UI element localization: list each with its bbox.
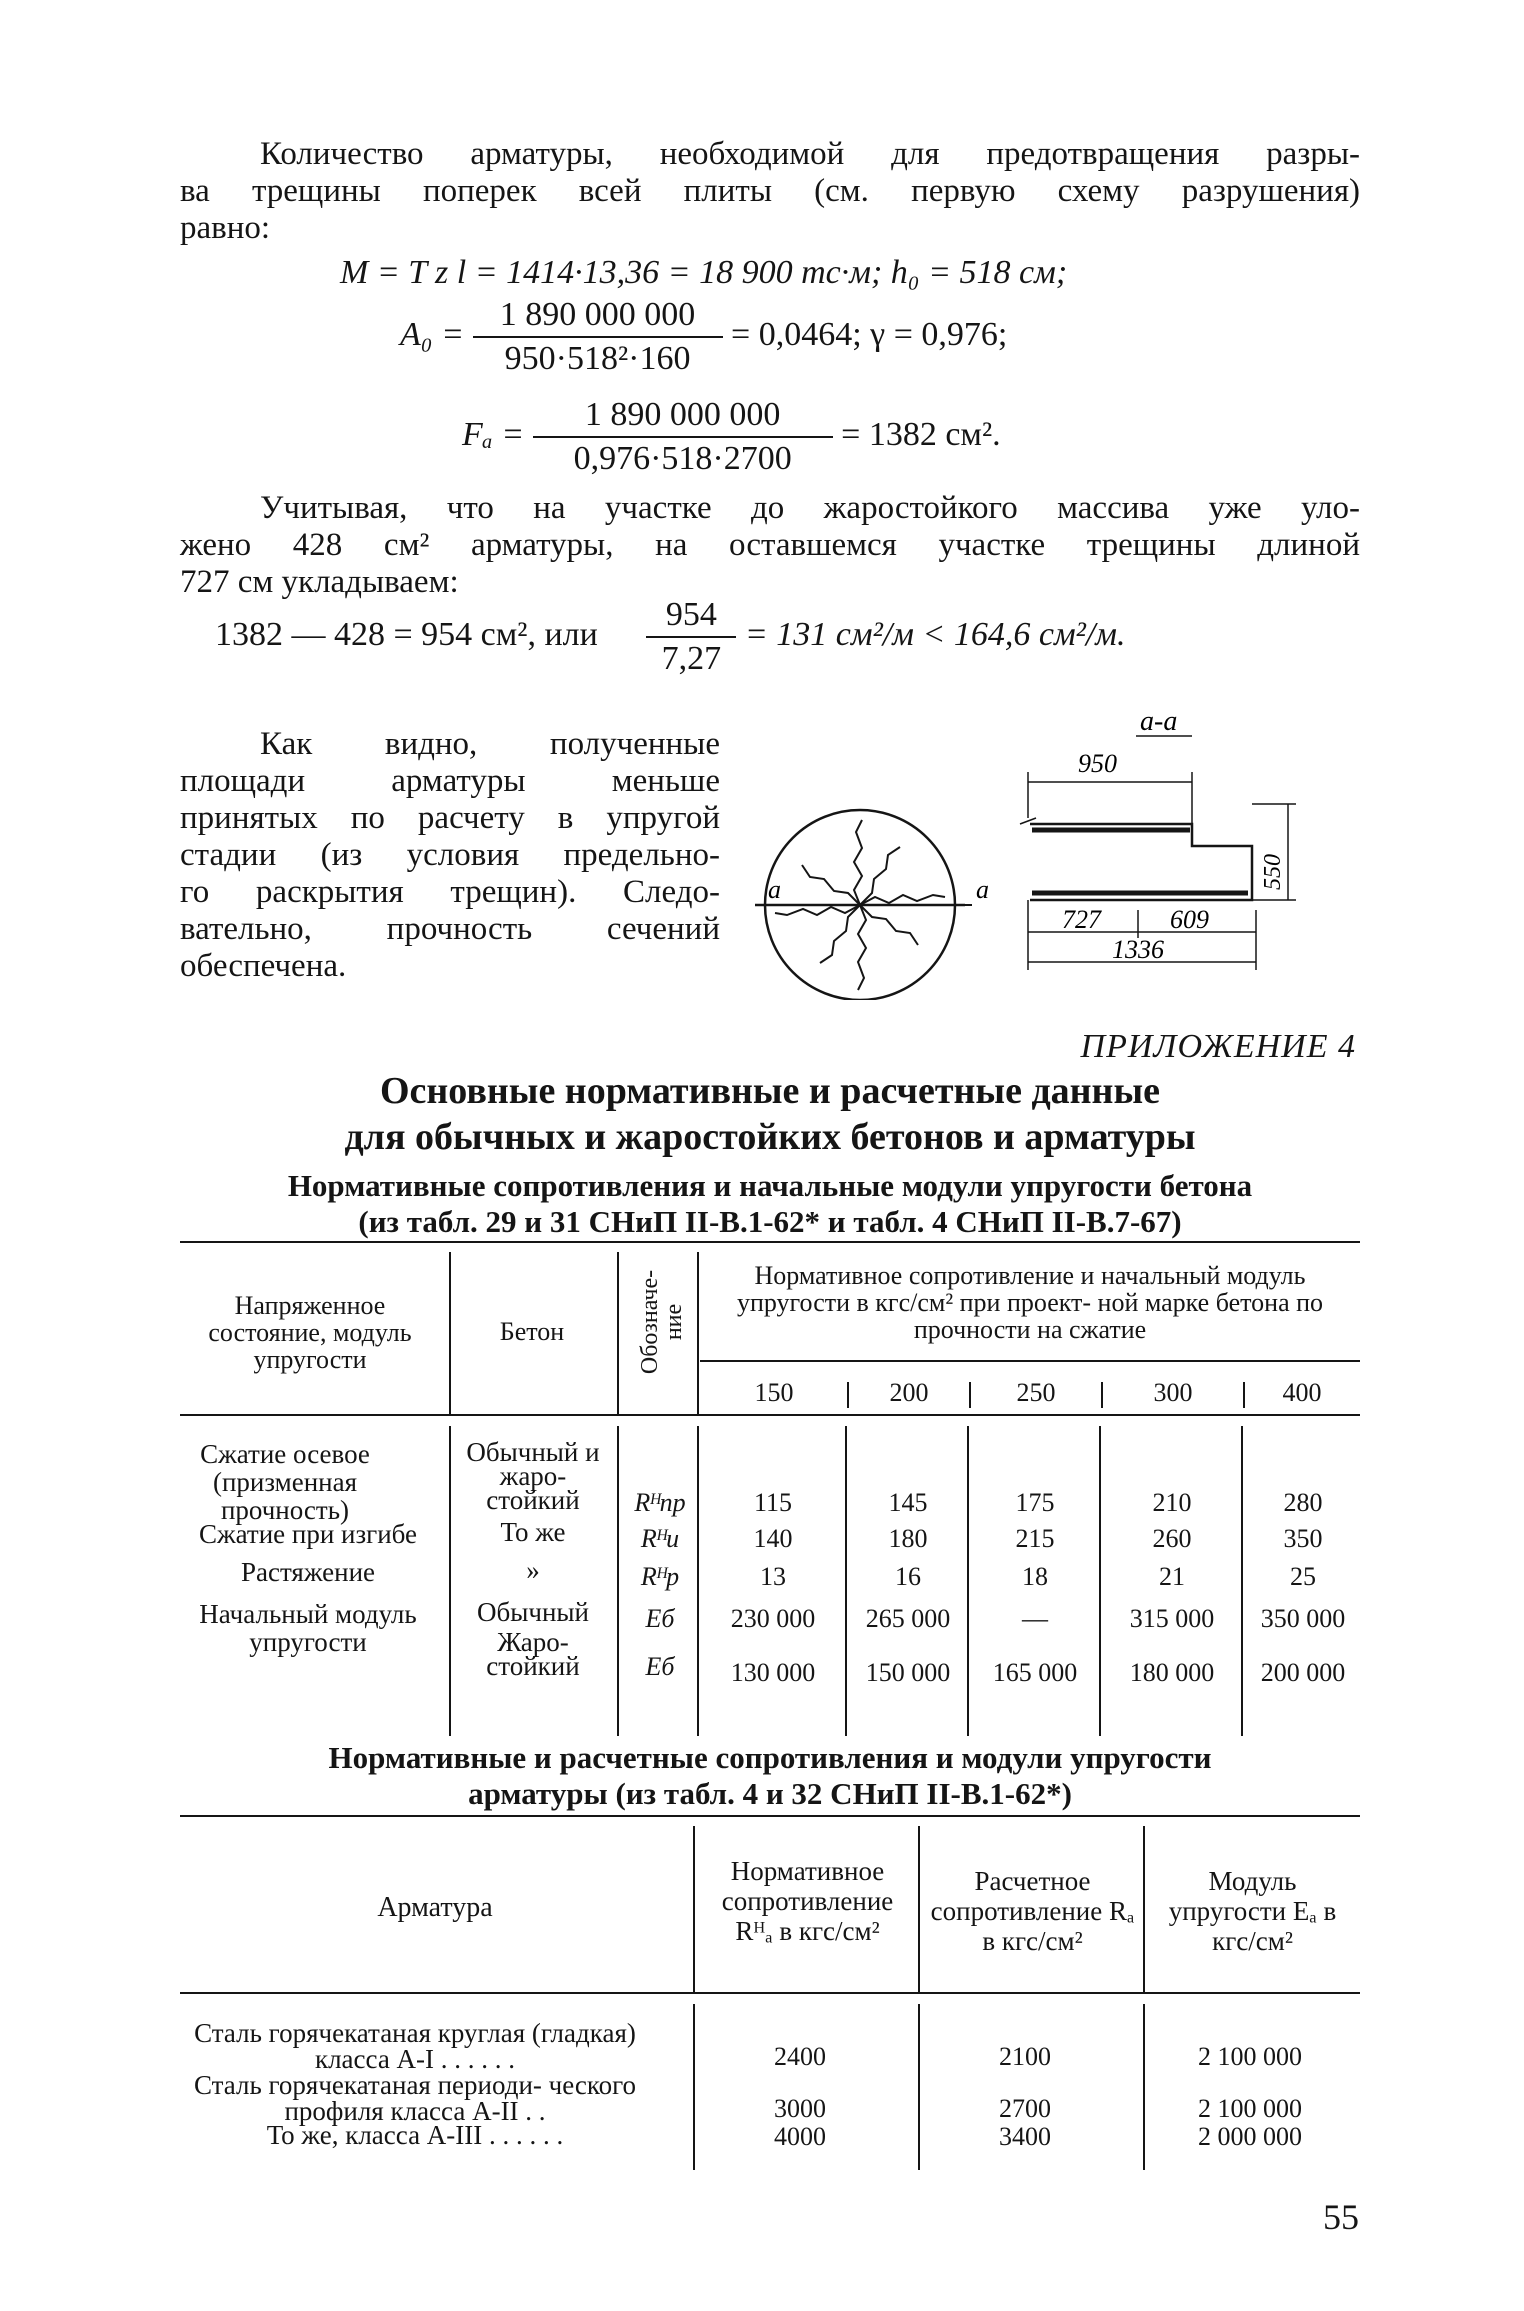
table1-cell-value: 25 [1290,1562,1316,1591]
table1-cell-symbol: Eб [645,1604,675,1633]
appendix-title [180,1068,1360,1160]
formula-fa-rhs: = 1382 см². [841,415,1001,453]
table1-cell-value: 315 000 [1129,1604,1215,1633]
table1-grade-0: 150 [754,1378,794,1407]
table1-cell-value: 180 000 [1129,1658,1215,1687]
paragraph-3-line-5: го раскрытия трещин). Следо- [180,874,720,910]
table1-cell-value: 180 [888,1524,928,1553]
formula-a0-denominator: 950·518²·160 [504,340,691,377]
dim-727: 727 [1062,905,1101,934]
paragraph-3-line-4: стадии (из условия предельно- [180,837,720,873]
table2-head-mod: Модуль упругости Eₐ в кгс/см² [1168,1866,1337,1956]
marker-a-left: а [768,875,781,904]
table1-cell-value: 140 [753,1524,793,1553]
table2-cell-calc: 3400 [999,2122,1051,2151]
paragraph-2-line-1: Учитывая, что на участке до жаростойкого массива уже уло- [260,490,1360,526]
table1-grade-1: 200 [889,1378,929,1407]
marker-a-right: а [976,875,989,904]
paragraph-3-line-2: площади арматуры меньше [180,763,720,799]
intro-paragraph [180,136,1360,247]
table2-head-calc: Расчетное сопротивление Rₐ в кгс/см² [930,1866,1135,1956]
table1-cell-value: 21 [1159,1562,1185,1591]
table1-grade-2: 250 [1016,1378,1056,1407]
formula-fa-lhs: Fₐ = [462,415,525,453]
formula-remaining-numerator: 954 [646,596,736,638]
table1-grade-3: 300 [1153,1378,1193,1407]
table2-cell-norm: 2400 [774,2042,826,2071]
table1-cell-value: 18 [1022,1562,1048,1591]
paragraph-2-line-3: 727 см укладываем: [180,564,459,600]
table1-head-symbol-text: Обозначе- ние [637,1269,687,1375]
appendix-label: ПРИЛОЖЕНИЕ 4 [1080,1028,1356,1065]
intro-line-2: ва трещины поперек всей плиты (см. первую схему разрушения) [180,173,1360,209]
table1-head-group-rule [700,1360,1360,1362]
table2-cell-mod: 2 000 000 [1198,2122,1302,2151]
table1-cell-state: Начальный модуль упругости [199,1599,417,1657]
formula-remaining-lhs: 1382 — 428 = 954 см², или [215,615,598,653]
table2-vrule-6 [1143,2004,1145,2170]
table2-cell-calc: 2100 [999,2042,1051,2071]
dim-1336: 1336 [1112,935,1164,964]
table1-cell-concrete: Жаро- стойкий [486,1627,580,1681]
intro-line-1: Количество арматуры, необходимой для предотвращения разры- [260,136,1360,172]
table2-cell-mod: 2 100 000 [1198,2094,1302,2123]
table2-cell-name: Сталь горячекатаная круглая (гладкая) класса А-I . . . . . . [194,2018,636,2074]
table2-head-rule [180,1992,1360,1994]
table1-head-state: Напряженное состояние, модуль упругости [208,1291,412,1374]
table1-cell-value: 145 [888,1488,928,1517]
table1-cell-symbol: Rᴴр [640,1562,680,1591]
formula-remaining [215,596,1125,678]
section-slab [1030,824,1252,900]
table1-cell-symbol: Rᴴпр [634,1488,686,1517]
table1-cell-concrete: » [526,1555,540,1585]
table1-head-symbol [622,1258,692,1398]
dim-609: 609 [1170,905,1209,934]
table2-cell-name: Сталь горячекатаная периоди- ческого профиля класса А-II . . [193,2070,637,2126]
paragraph-3 [180,726,720,985]
table2-cell-mod: 2 100 000 [1198,2042,1302,2071]
table1-cell-value: 130 000 [730,1658,816,1687]
paragraph-3-line-6: вательно, прочность сечений [180,911,720,947]
table2-head-reinf: Арматура [377,1892,493,1923]
dim-950: 950 [1078,749,1117,778]
table2-vrule-2 [918,1826,920,1992]
table1-cell-symbol: Rᴴи [640,1524,680,1553]
formula-a0-rhs: = 0,0464; γ = 0,976; [731,315,1008,353]
table2-cell-norm: 3000 [774,2094,826,2123]
table2-cell-name: То же, класса А-III . . . . . . [266,2120,564,2150]
table1-cell-symbol: Eб [645,1652,675,1681]
appendix-title-line-2: для обычных и жаростойких бетонов и арматуры [344,1116,1196,1158]
table1-cell-value: 280 [1283,1488,1323,1517]
formula-a0-numerator: 1 890 000 000 [473,296,723,338]
table1-cell-value: 150 000 [865,1658,951,1687]
table1-caption-line-1: Нормативные сопротивления и начальные модули упругости бетона [287,1168,1253,1203]
table1-vrule-5 [617,1426,619,1736]
paragraph-2-line-2: жено 428 см² арматуры, на оставшемся участке трещины длиной [180,527,1360,563]
table1-cell-value: 350 000 [1260,1604,1346,1633]
table1-grade-row [700,1378,1360,1408]
formula-fa-denominator: 0,976·518·2700 [573,440,792,477]
formula-moment: M = T z l = 1414·13,36 = 18 900 тс·м; h₀ = 518 см; [340,254,1068,291]
dim-550: 550 [1260,854,1286,890]
intro-line-3: равно: [180,210,271,246]
table1-grade-4: 400 [1282,1378,1322,1407]
table1-vrule-2 [617,1252,619,1414]
table1-cell-value: 215 [1015,1524,1055,1553]
table2-caption-line-1: Нормативные и расчетные сопротивления и модули упругости [328,1740,1212,1775]
table1-cell-value: 260 [1152,1524,1192,1553]
formula-fa-numerator: 1 890 000 000 [533,396,833,438]
table1-cell-concrete: Обычный [477,1597,589,1627]
formula-remaining-fraction [646,596,736,678]
table2-vrule-4 [693,2004,695,2170]
table1-head-rule [180,1414,1360,1416]
table1-cell-value: 265 000 [865,1604,951,1633]
table1-cell-concrete: Обычный и жаро- стойкий [466,1437,600,1515]
formula-fa-fraction [533,396,833,478]
table1-top-rule [180,1241,1360,1243]
table1-vrule-4 [449,1426,451,1736]
table1-vrule-1 [449,1252,451,1414]
table1-cell-value: 200 000 [1260,1658,1346,1687]
table1-cell-value: — [1022,1604,1048,1633]
table1-cell-value: 350 [1283,1524,1323,1553]
table1-cell-value: 115 [753,1488,793,1517]
formula-a0-lhs: A₀ = [400,315,465,353]
formula-a0 [400,296,1007,378]
table2-caption [170,1740,1370,1812]
table1-caption [170,1168,1370,1240]
formula-a0-fraction [473,296,723,378]
table2-vrule-5 [918,2004,920,2170]
table1-cell-concrete: То же [500,1517,566,1547]
table1-cell-value: 13 [760,1562,786,1591]
table2-caption-line-2: арматуры (из табл. 4 и 32 СНиП II-В.1-62*) [468,1776,1072,1811]
slab-figure [740,700,1360,1000]
formula-remaining-denominator: 7,27 [661,640,722,677]
table1-cell-state: Сжатие осевое (призменная прочность) [200,1439,370,1525]
table2-cell-calc: 2700 [999,2094,1051,2123]
table1-head-group: Нормативное сопротивление и начальный модуль упругости в кгс/см² при проект- ной марке бетона по прочности на сжатие [736,1261,1324,1344]
table1-cell-value: 175 [1015,1488,1055,1517]
paragraph-3-line-1: Как видно, полученные [260,726,720,762]
table2-cell-norm: 4000 [774,2122,826,2151]
paragraph-2 [180,490,1360,601]
paragraph-3-line-3: принятых по расчету в упругой [180,800,720,836]
table1-head-concrete: Бетон [499,1317,565,1346]
table1-cell-value: 16 [895,1562,921,1591]
table1-cell-value: 230 000 [730,1604,816,1633]
section-label: а-а [1140,706,1178,737]
table1-vrule-3 [697,1252,699,1414]
table2-top-rule [180,1815,1360,1817]
table1-cell-value: 165 000 [992,1658,1078,1687]
table2-vrule-1 [693,1826,695,1992]
table1-caption-line-2: (из табл. 29 и 31 СНиП II-В.1-62* и табл. 4 СНиП II-В.7-67) [358,1204,1182,1239]
table1-cell-state: Сжатие при изгибе [198,1519,418,1549]
table1-cell-value: 210 [1152,1488,1192,1517]
paragraph-3-line-7: обеспечена. [180,948,347,984]
page-number: 55 [1323,2197,1359,2237]
table1-cell-state: Растяжение [240,1557,375,1587]
formula-remaining-rhs: = 131 см²/м < 164,6 см²/м. [744,615,1126,653]
appendix-title-line-1: Основные нормативные и расчетные данные [379,1070,1160,1112]
table2-head-norm: Нормативное сопротивление Rᴴₐ в кгс/см² [721,1856,894,1946]
formula-fa [462,396,1001,478]
table2-vrule-3 [1143,1826,1145,1992]
